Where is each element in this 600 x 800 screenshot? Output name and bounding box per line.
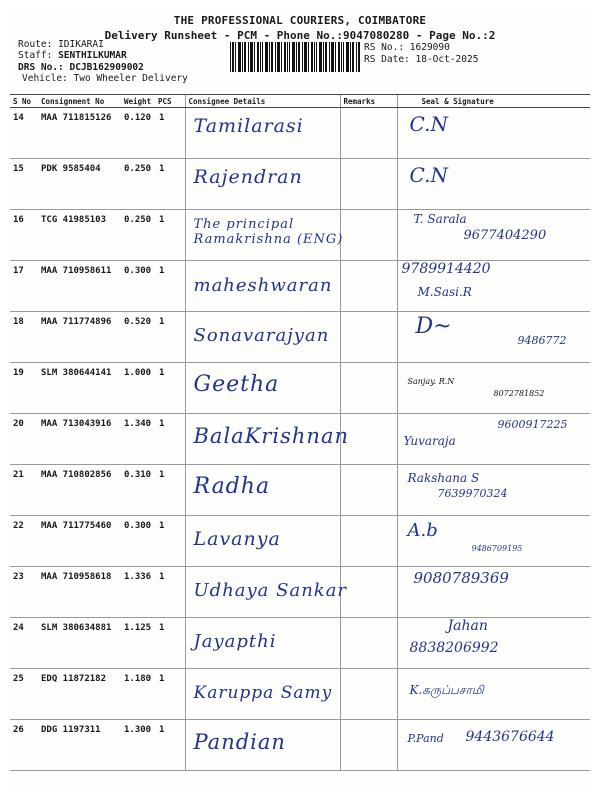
route-line: [18, 39, 104, 50]
row-signature: [397, 465, 590, 516]
table-row: [10, 669, 590, 720]
table-row: [10, 414, 590, 465]
signature-handwriting: Yuvaraja: [403, 434, 456, 448]
row-sno: 26: [10, 720, 38, 771]
signature-area: [398, 261, 591, 306]
row-weight: 1.000: [121, 363, 155, 414]
row-pcs: 1: [155, 414, 185, 465]
rs-no-line: [364, 42, 450, 53]
row-remarks: [340, 363, 397, 414]
col-consignment: Consignment No: [38, 95, 121, 108]
row-consignment-no: MAA 710958618: [38, 567, 121, 618]
row-sno: 18: [10, 312, 38, 363]
row-pcs: 1: [155, 312, 185, 363]
row-pcs: 1: [155, 210, 185, 261]
table-row: [10, 720, 590, 771]
row-weight: 1.300: [121, 720, 155, 771]
runsheet-title: Delivery Runsheet - PCM - Phone No.:9047080280 - Page No.:2: [104, 29, 496, 42]
row-weight: 0.520: [121, 312, 155, 363]
row-consignee: [185, 720, 340, 771]
row-signature: [397, 159, 590, 210]
staff-label: Staff:: [18, 50, 53, 61]
vehicle-value: Two Wheeler Delivery: [73, 73, 188, 84]
staff-value: SENTHILKUMAR: [58, 50, 127, 61]
row-remarks: [340, 159, 397, 210]
row-consignment-no: DDG 1197311: [38, 720, 121, 771]
col-consignee: Consignee Details: [185, 95, 340, 108]
row-signature: [397, 516, 590, 567]
signature-note: 9600917225: [497, 418, 568, 431]
row-signature: [397, 363, 590, 414]
row-consignment-no: MAA 710802856: [38, 465, 121, 516]
row-consignee: [185, 108, 340, 159]
runsheet-document: [8, 10, 592, 790]
row-sno: 17: [10, 261, 38, 312]
row-weight: 1.336: [121, 567, 155, 618]
company-title: THE PROFESSIONAL COURIERS, COIMBATORE: [173, 14, 427, 27]
consignee-handwriting: Geetha: [193, 372, 280, 397]
row-sno: 16: [10, 210, 38, 261]
route-label: Route:: [18, 39, 53, 50]
table-row: [10, 465, 590, 516]
drs-line: [18, 62, 144, 73]
row-consignment-no: SLM 380644141: [38, 363, 121, 414]
row-sno: 15: [10, 159, 38, 210]
rs-no-value: 1629090: [409, 42, 450, 53]
row-pcs: 1: [155, 159, 185, 210]
row-pcs: 1: [155, 108, 185, 159]
signature-area: [398, 363, 591, 408]
signature-handwriting: Jahan: [447, 618, 488, 634]
row-pcs: 1: [155, 516, 185, 567]
row-weight: 0.300: [121, 261, 155, 312]
row-sno: 21: [10, 465, 38, 516]
signature-note: 7639970324: [437, 487, 508, 500]
row-signature: [397, 720, 590, 771]
col-remarks: Remarks: [340, 95, 397, 108]
row-sno: 24: [10, 618, 38, 669]
row-weight: 1.340: [121, 414, 155, 465]
row-sno: 20: [10, 414, 38, 465]
table-row: [10, 516, 590, 567]
consignee-handwriting: BalaKrishnan: [193, 424, 350, 448]
row-signature: [397, 618, 590, 669]
table-row: [10, 210, 590, 261]
signature-area: [398, 312, 591, 357]
signature-area: [398, 465, 591, 510]
signature-area: [398, 516, 591, 561]
row-remarks: [340, 720, 397, 771]
row-weight: 0.300: [121, 516, 155, 567]
row-consignment-no: MAA 711815126: [38, 108, 121, 159]
signature-area: [398, 567, 591, 612]
signature-area: [398, 720, 591, 765]
row-remarks: [340, 261, 397, 312]
row-remarks: [340, 567, 397, 618]
row-remarks: [340, 210, 397, 261]
row-consignee: [185, 414, 350, 465]
staff-line: [18, 50, 127, 61]
signature-area: [398, 414, 591, 459]
col-sno: S No: [10, 95, 38, 108]
runsheet-table: [10, 94, 590, 771]
table-row: [10, 108, 590, 159]
col-pcs: PCS: [155, 95, 185, 108]
row-weight: 0.250: [121, 159, 155, 210]
row-consignment-no: MAA 711774896: [38, 312, 121, 363]
signature-handwriting: C.N: [409, 112, 448, 136]
signature-handwriting: Sanjay. R.N: [407, 377, 455, 386]
signature-area: [398, 618, 591, 663]
row-remarks: [340, 108, 397, 159]
signature-note: 9443676644: [465, 729, 555, 745]
row-weight: 0.250: [121, 210, 155, 261]
consignee-handwriting: The principal Ramakrishna (ENG): [193, 217, 344, 247]
row-signature: [397, 210, 590, 261]
row-signature: [397, 414, 590, 465]
signature-handwriting: 9789914420: [401, 261, 491, 277]
row-sno: 25: [10, 669, 38, 720]
signature-area: [398, 159, 591, 204]
row-sno: 23: [10, 567, 38, 618]
row-consignee: [185, 363, 340, 414]
row-sno: 19: [10, 363, 38, 414]
row-consignment-no: MAA 710958611: [38, 261, 121, 312]
row-consignee: [185, 159, 340, 210]
row-weight: 1.180: [121, 669, 155, 720]
row-signature: [397, 669, 590, 720]
row-weight: 1.125: [121, 618, 155, 669]
row-pcs: 1: [155, 363, 185, 414]
row-consignment-no: TCG 41985103: [38, 210, 121, 261]
row-remarks: [340, 465, 397, 516]
drs-value: DCJB162909002: [69, 62, 144, 73]
consignee-handwriting: Karuppa Samy: [193, 683, 333, 703]
row-consignment-no: PDK 9585404: [38, 159, 121, 210]
row-consignee: [185, 516, 340, 567]
row-weight: 0.310: [121, 465, 155, 516]
row-signature: [397, 261, 590, 312]
row-consignment-no: MAA 711775460: [38, 516, 121, 567]
row-weight: 0.120: [121, 108, 155, 159]
consignee-handwriting: Lavanya: [193, 528, 281, 550]
row-consignment-no: MAA 713043916: [38, 414, 121, 465]
table-row: [10, 618, 590, 669]
consignee-handwriting: Tamilarasi: [193, 115, 304, 137]
rs-date-line: [364, 54, 478, 65]
consignee-handwriting: Jayapthi: [193, 631, 277, 652]
consignee-handwriting: maheshwaran: [193, 275, 333, 296]
consignee-handwriting: Rajendran: [193, 166, 303, 188]
table-header-row: [10, 95, 590, 108]
route-value: IDIKARAI: [58, 39, 104, 50]
row-pcs: 1: [155, 720, 185, 771]
table-row: [10, 261, 590, 312]
drs-label: DRS No.:: [18, 62, 64, 73]
signature-area: [398, 108, 591, 153]
vehicle-line: [22, 73, 188, 84]
row-signature: [397, 567, 590, 618]
row-pcs: 1: [155, 261, 185, 312]
row-consignee: [185, 618, 340, 669]
signature-handwriting: K.கருப்பசாமி: [409, 683, 484, 697]
signature-handwriting: D~: [415, 314, 452, 339]
signature-handwriting: P.Pand: [407, 732, 444, 745]
row-consignee: [185, 669, 340, 720]
row-pcs: 1: [155, 618, 185, 669]
consignee-handwriting: Sonavarajyan: [193, 325, 330, 346]
row-pcs: 1: [155, 669, 185, 720]
consignee-handwriting: Udhaya Sankar: [193, 580, 348, 601]
rs-no-label: RS No.:: [364, 42, 405, 53]
signature-handwriting: C.N: [409, 163, 448, 187]
vehicle-label: Vehicle:: [22, 73, 68, 84]
signature-note: M.Sasi.R: [417, 285, 472, 299]
row-remarks: [340, 312, 397, 363]
signature-handwriting: Rakshana S: [407, 471, 480, 485]
row-consignee: [185, 261, 340, 312]
signature-note: 9486772: [517, 334, 567, 347]
signature-note: 8072781852: [493, 389, 545, 398]
row-pcs: 1: [155, 465, 185, 516]
signature-note: 9486709195: [471, 544, 523, 553]
rs-date-label: RS Date:: [364, 54, 410, 65]
signature-handwriting: 9080789369: [413, 569, 509, 587]
table-row: [10, 312, 590, 363]
consignee-handwriting: Radha: [193, 474, 271, 499]
row-signature: [397, 312, 590, 363]
table-row: [10, 363, 590, 414]
row-pcs: 1: [155, 567, 185, 618]
consignee-handwriting: Pandian: [193, 730, 286, 754]
row-consignment-no: EDQ 11872182: [38, 669, 121, 720]
barcode-image: [230, 42, 360, 72]
row-consignee: [185, 210, 344, 261]
signature-handwriting: A.b: [407, 520, 438, 541]
rs-date-value: 18-Oct-2025: [415, 54, 479, 65]
signature-note: 8838206992: [409, 640, 499, 656]
row-consignee: [185, 465, 340, 516]
col-seal-signature: Seal & Signature: [397, 95, 590, 108]
signature-note: 9677404290: [463, 228, 547, 243]
row-signature: [397, 108, 590, 159]
table-row: [10, 159, 590, 210]
row-consignee: [185, 312, 340, 363]
row-sno: 22: [10, 516, 38, 567]
row-consignee: [185, 567, 348, 618]
signature-area: [398, 669, 591, 714]
row-remarks: [340, 516, 397, 567]
table-row: [10, 567, 590, 618]
row-remarks: [340, 669, 397, 720]
signature-handwriting: T. Sarala: [413, 212, 467, 226]
signature-area: [398, 210, 591, 255]
row-sno: 14: [10, 108, 38, 159]
row-consignment-no: SLM 380634881: [38, 618, 121, 669]
col-weight: Weight: [121, 95, 155, 108]
row-remarks: [340, 618, 397, 669]
